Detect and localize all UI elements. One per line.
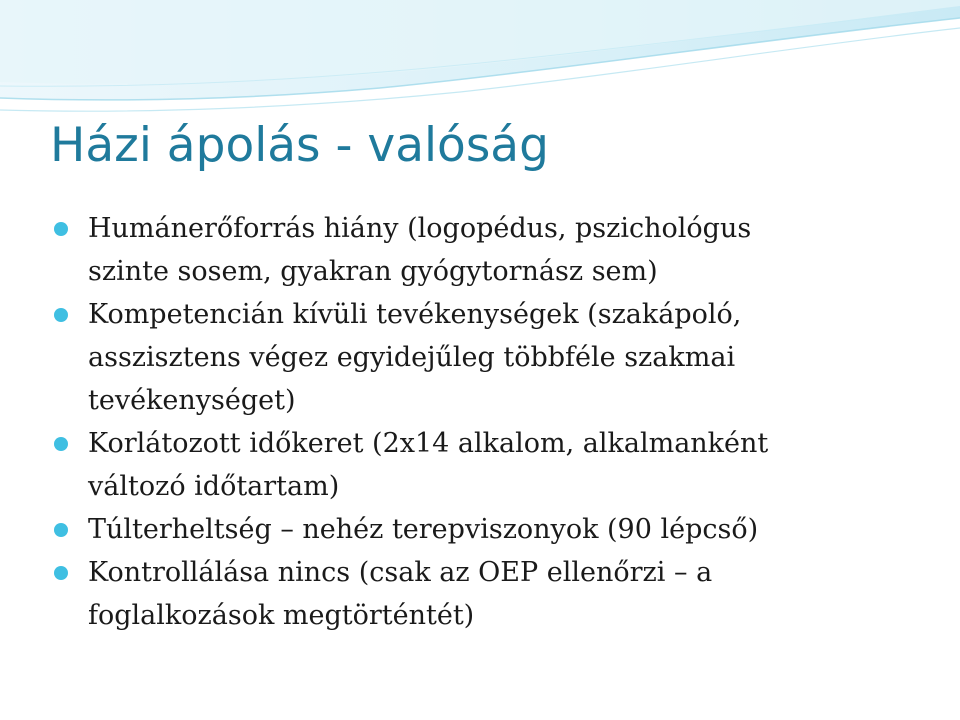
bullet-item [54, 207, 914, 293]
bullet-text-line: tevékenységet) [88, 385, 296, 416]
bullet-circle-icon [54, 523, 68, 537]
bullet-circle-icon [54, 222, 68, 236]
bullet-item [54, 508, 914, 551]
bullet-text-line: szinte sosem, gyakran gyógytornász sem) [88, 256, 658, 287]
bullet-item [54, 293, 914, 422]
decorative-wave-header [0, 0, 960, 130]
bullet-text-line: foglalkozások megtörténtét) [88, 600, 475, 631]
bullet-text-line: változó időtartam) [88, 471, 340, 502]
bullet-text-line: Korlátozott időkeret (2x14 alkalom, alkalmanként [88, 428, 769, 459]
bullet-text-line: Humánerőforrás hiány (logopédus, pszichológus [88, 213, 752, 244]
slide-title: Házi ápolás - valóság [50, 118, 549, 173]
bullet-list [54, 207, 914, 637]
bullet-item [54, 422, 914, 508]
bullet-text-line: asszisztens végez egyidejűleg többféle szakmai [88, 342, 736, 373]
bullet-item [54, 551, 914, 637]
bullet-text-line: Kontrollálása nincs (csak az OEP ellenőrzi – a [88, 557, 713, 588]
bullet-circle-icon [54, 566, 68, 580]
bullet-circle-icon [54, 437, 68, 451]
bullet-text-line: Kompetencián kívüli tevékenységek (szakápoló, [88, 299, 742, 330]
bullet-circle-icon [54, 308, 68, 322]
bullet-text-line: Túlterheltség – nehéz terepviszonyok (90 lépcső) [88, 514, 759, 545]
